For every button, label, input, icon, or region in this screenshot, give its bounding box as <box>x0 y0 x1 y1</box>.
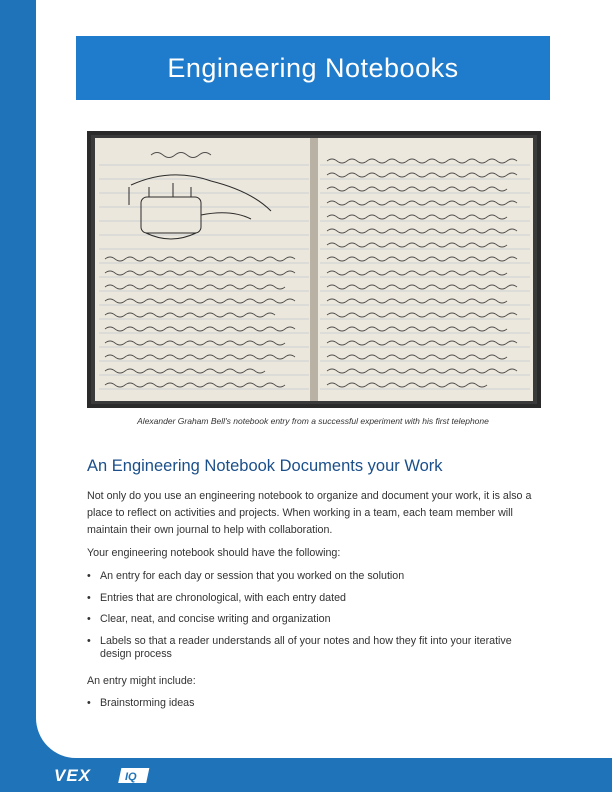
notebook-requirements-list <box>87 570 542 669</box>
notebook-photo <box>87 131 541 408</box>
page-title: Engineering Notebooks <box>167 52 459 83</box>
photo-caption: Alexander Graham Bell's notebook entry from a successful experiment with his first telephone <box>137 416 489 426</box>
section-heading: An Engineering Notebook Documents your Work <box>87 457 443 475</box>
list-item: • An entry for each day or session that you worked on the solution <box>87 570 542 583</box>
vex-iq-logo <box>52 765 152 785</box>
page-title-banner <box>76 36 550 100</box>
list-intro: Your engineering notebook should have the following: <box>87 547 341 559</box>
notebook-illustration <box>91 135 537 404</box>
entry-intro: An entry might include: <box>87 675 196 687</box>
entry-list <box>87 697 542 719</box>
list-item: • Clear, neat, and concise writing and organization <box>87 613 542 626</box>
logo-text: VEX <box>54 766 92 785</box>
list-item: • Brainstorming ideas <box>87 697 542 710</box>
list-item: • Labels so that a reader understands all of your notes and how they fit into your iterative design process <box>87 635 542 661</box>
logo-badge: IQ <box>125 771 137 783</box>
list-item: • Entries that are chronological, with each entry dated <box>87 592 542 605</box>
intro-paragraph: Not only do you use an engineering notebook to organize and document your work, it is also a place to reflect on activities and projects. When working in a team, each team member will maintain their own journal to help with collaboration. <box>87 490 532 536</box>
